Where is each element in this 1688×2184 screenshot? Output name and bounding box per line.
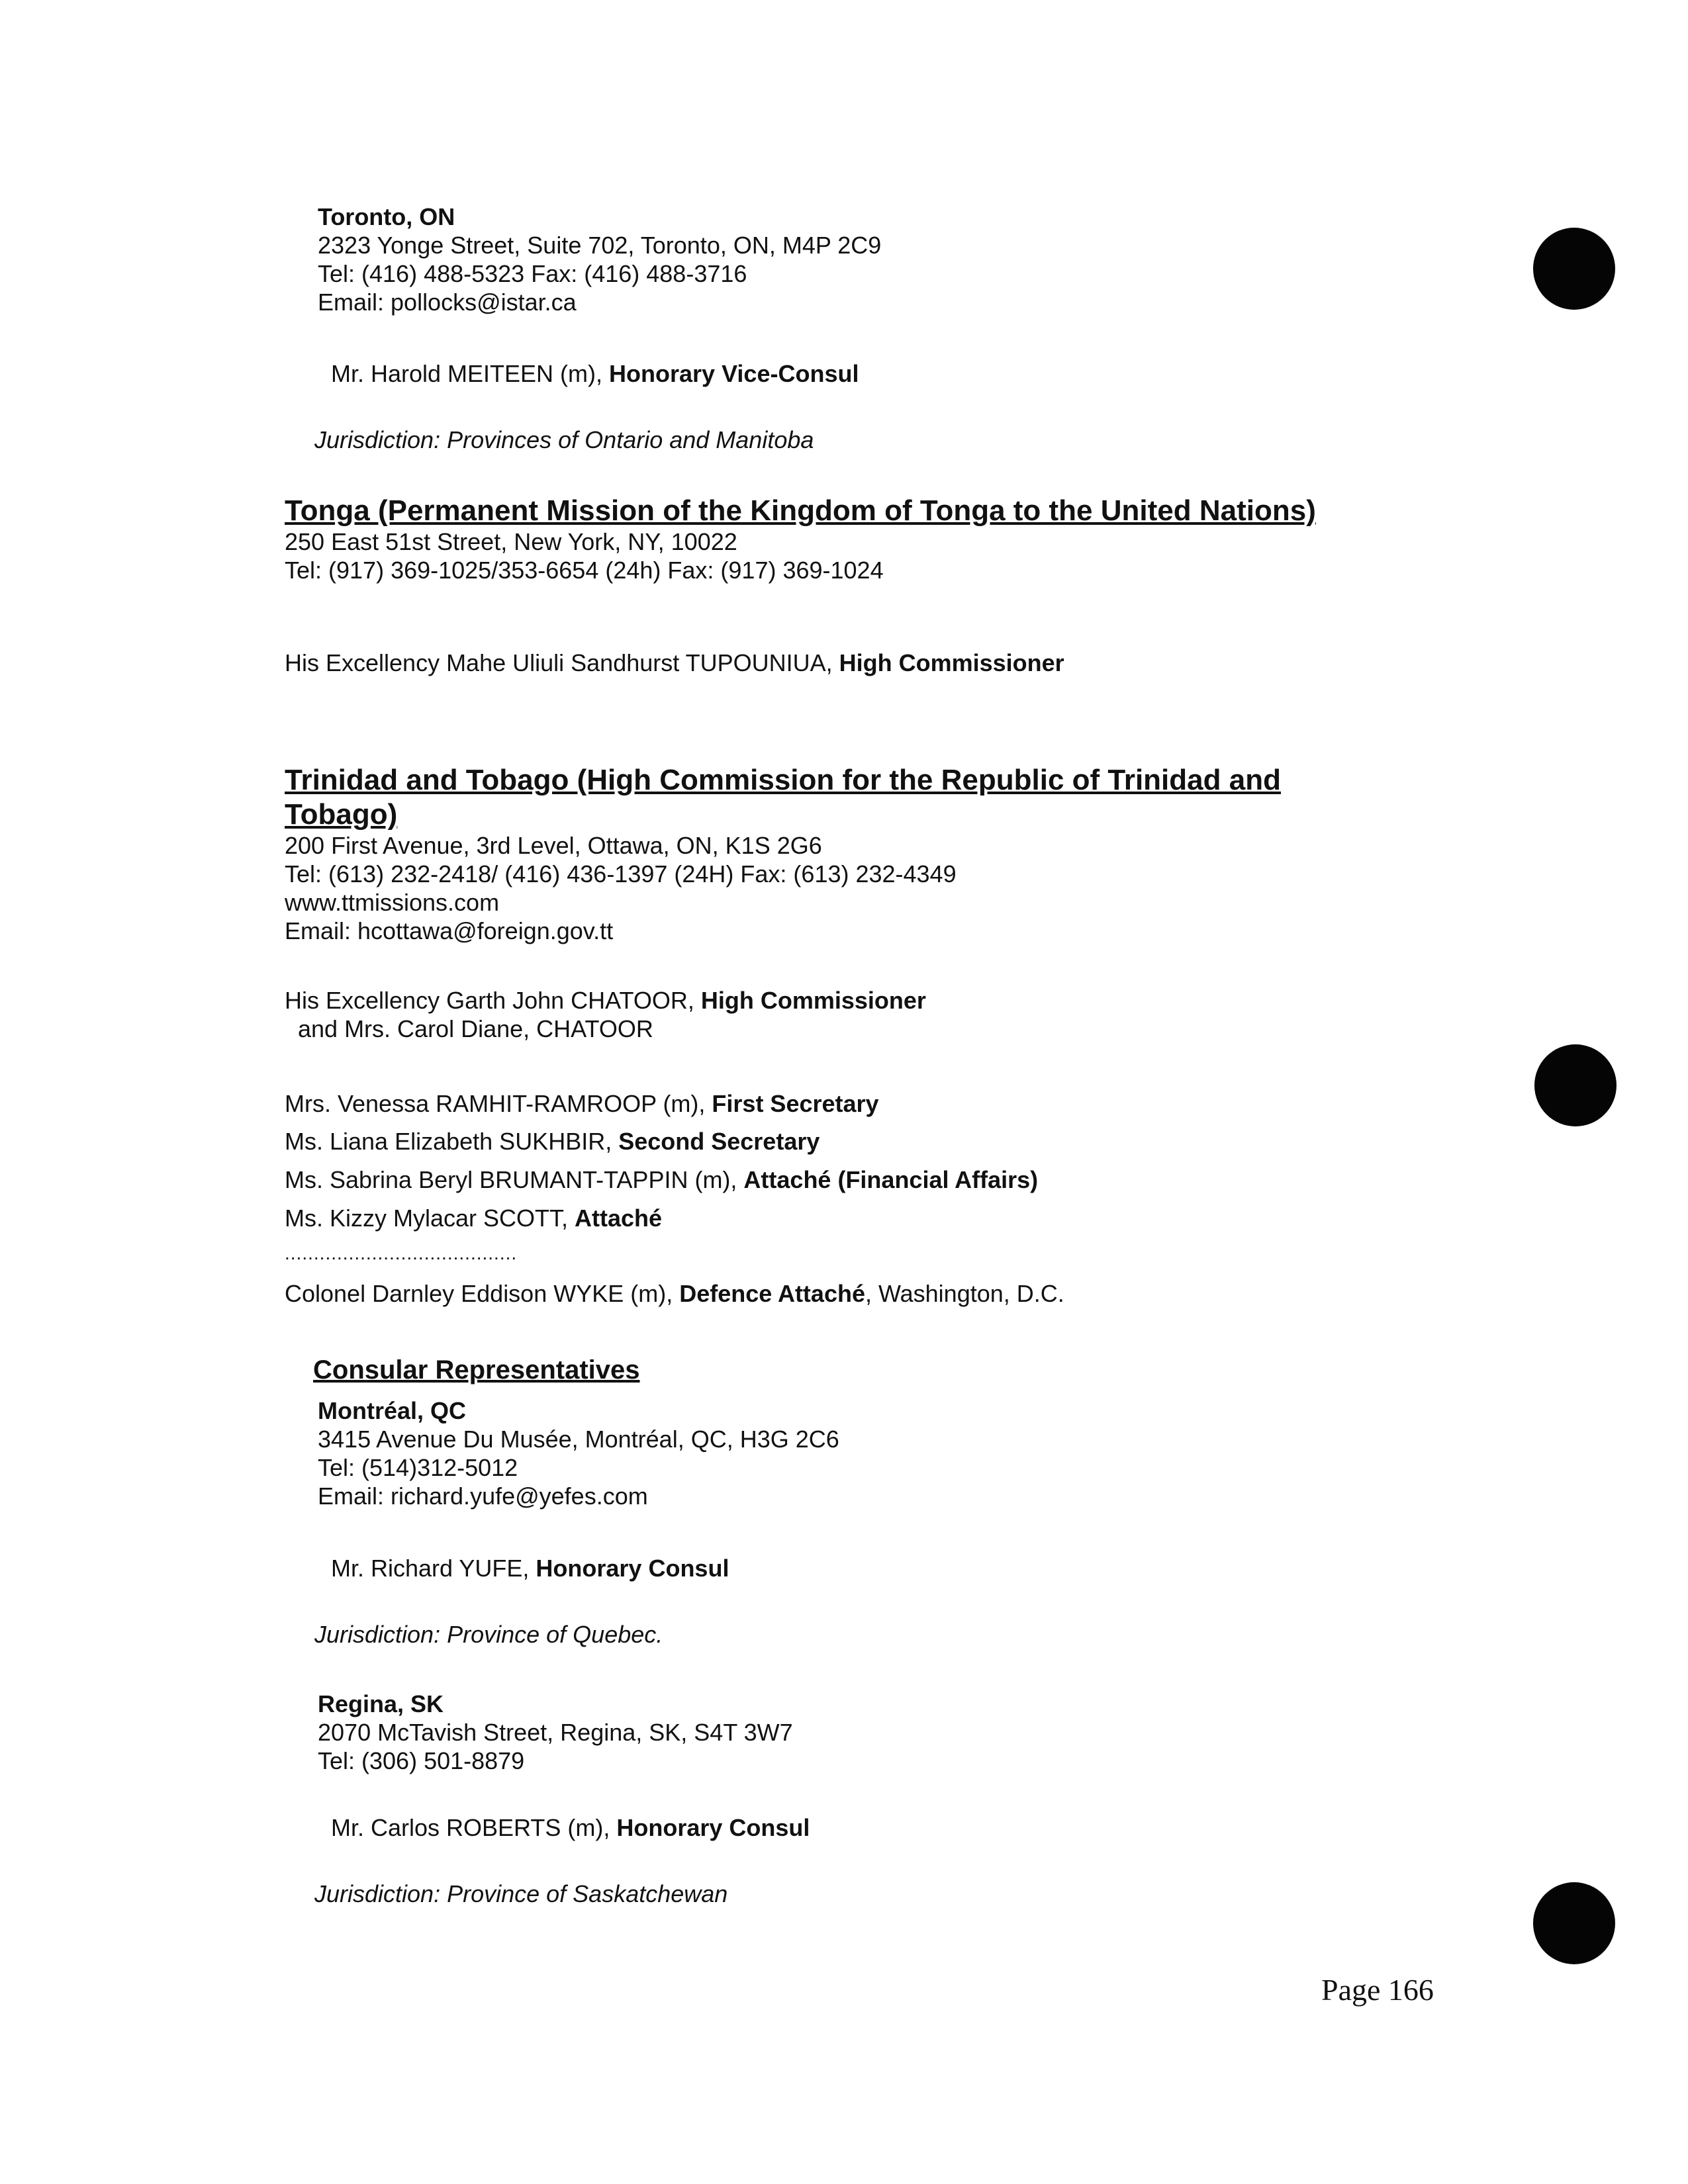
consular-heading: Consular Representatives <box>313 1355 640 1385</box>
staff-title: Second Secretary <box>618 1128 820 1155</box>
regina-consul-name: Mr. Carlos ROBERTS (m), <box>331 1814 617 1841</box>
trinidad-spouse: and Mrs. Carol Diane, CHATOOR <box>298 1015 653 1042</box>
staff-row <box>285 1204 662 1232</box>
montreal-consul-title: Honorary Consul <box>536 1555 729 1582</box>
defence-name: Colonel Darnley Eddison WYKE (m), <box>285 1280 680 1307</box>
trinidad-head-of-mission <box>285 986 926 1015</box>
montreal-tel: Tel: (514)312-5012 <box>318 1454 518 1481</box>
staff-name: Mrs. Venessa RAMHIT-RAMROOP (m), <box>285 1090 712 1117</box>
staff-row <box>285 1127 820 1156</box>
punch-hole-icon <box>1533 1882 1615 1964</box>
toronto-consul-name: Mr. Harold MEITEEN (m), <box>331 360 610 387</box>
defence-location: , Washington, D.C. <box>865 1280 1064 1307</box>
toronto-email: Email: pollocks@istar.ca <box>318 289 577 316</box>
page-number: Page 166 <box>1321 1973 1434 2007</box>
tonga-heading: Tonga (Permanent Mission of the Kingdom of Tonga to the United Nations) <box>285 494 1316 527</box>
toronto-address: 2323 Yonge Street, Suite 702, Toronto, ON, M4P 2C9 <box>318 232 882 259</box>
regina-city: Regina, SK <box>318 1690 444 1717</box>
trinidad-tel: Tel: (613) 232-2418/ (416) 436-1397 (24H) Fax: (613) 232-4349 <box>285 860 957 887</box>
tonga-head-of-mission <box>285 649 1064 677</box>
montreal-consul <box>331 1554 729 1582</box>
toronto-consul-title: Honorary Vice-Consul <box>609 360 859 387</box>
trinidad-head-name: His Excellency Garth John CHATOOR, <box>285 987 701 1014</box>
regina-jurisdiction: Jurisdiction: Province of Saskatchewan <box>314 1880 728 1907</box>
dotted-separator: ........................................ <box>285 1243 518 1263</box>
staff-row <box>285 1165 1038 1194</box>
toronto-city: Toronto, ON <box>318 203 455 230</box>
tonga-address: 250 East 51st Street, New York, NY, 10022 <box>285 528 737 555</box>
toronto-tel: Tel: (416) 488-5323 Fax: (416) 488-3716 <box>318 260 747 287</box>
montreal-consul-name: Mr. Richard YUFE, <box>331 1555 536 1582</box>
staff-name: Ms. Sabrina Beryl BRUMANT-TAPPIN (m), <box>285 1166 744 1193</box>
trinidad-website: www.ttmissions.com <box>285 889 500 916</box>
punch-hole-icon <box>1534 1044 1617 1126</box>
toronto-consul <box>331 359 859 388</box>
trinidad-email: Email: hcottawa@foreign.gov.tt <box>285 917 614 944</box>
montreal-jurisdiction: Jurisdiction: Province of Quebec. <box>314 1621 663 1648</box>
trinidad-heading-line2: Tobago) <box>285 798 398 831</box>
tonga-head-title: High Commissioner <box>839 649 1064 676</box>
trinidad-head-title: High Commissioner <box>700 987 926 1014</box>
regina-tel: Tel: (306) 501-8879 <box>318 1747 525 1774</box>
tonga-head-name: His Excellency Mahe Uliuli Sandhurst TUPOUNIUA, <box>285 649 839 676</box>
regina-address: 2070 McTavish Street, Regina, SK, S4T 3W7 <box>318 1719 793 1746</box>
punch-hole-icon <box>1533 228 1615 310</box>
regina-consul <box>331 1813 810 1842</box>
staff-title: First Secretary <box>712 1090 879 1117</box>
regina-consul-title: Honorary Consul <box>616 1814 810 1841</box>
staff-name: Ms. Liana Elizabeth SUKHBIR, <box>285 1128 619 1155</box>
montreal-address: 3415 Avenue Du Musée, Montréal, QC, H3G 2C6 <box>318 1426 839 1453</box>
tonga-tel: Tel: (917) 369-1025/353-6654 (24h) Fax: (917) 369-1024 <box>285 557 884 584</box>
trinidad-heading-line1: Trinidad and Tobago (High Commission for the Republic of Trinidad and <box>285 764 1281 796</box>
defence-title: Defence Attaché <box>679 1280 865 1307</box>
staff-title: Attaché <box>575 1205 663 1232</box>
defence-attache <box>285 1279 1064 1308</box>
montreal-email: Email: richard.yufe@yefes.com <box>318 1482 648 1510</box>
staff-row <box>285 1089 879 1118</box>
montreal-city: Montréal, QC <box>318 1397 467 1424</box>
staff-name: Ms. Kizzy Mylacar SCOTT, <box>285 1205 575 1232</box>
toronto-jurisdiction: Jurisdiction: Provinces of Ontario and Manitoba <box>314 426 814 453</box>
staff-title: Attaché (Financial Affairs) <box>743 1166 1039 1193</box>
trinidad-address: 200 First Avenue, 3rd Level, Ottawa, ON, K1S 2G6 <box>285 832 822 859</box>
